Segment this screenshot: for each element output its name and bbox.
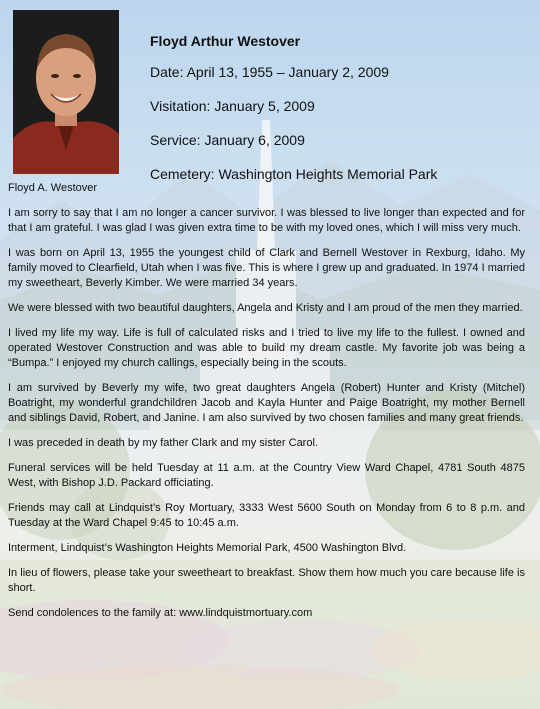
cemetery-name: Cemetery: Washington Heights Memorial Park bbox=[150, 166, 438, 182]
paragraph-early-life: I was born on April 13, 1955 the youngest child of Clark and Bernell Westover in Rexburg, Idaho. My family moved to Clearfield, Utah when I was five. This is where I grew up and graduated. In 1974 I married my sweetheart, Beverly Kimber. We were married 34 years. bbox=[8, 247, 525, 289]
life-dates: Date: April 13, 1955 – January 2, 2009 bbox=[150, 64, 389, 80]
paragraph-viewing: Friends may call at Lindquist’s Roy Mortuary, 3333 West 5600 South on Monday from 6 to 8 p.m. and Tuesday at the Ward Chapel 9:45 to 10:45 a.m. bbox=[8, 502, 525, 529]
paragraph-funeral: Funeral services will be held Tuesday at 11 a.m. at the Country View Ward Chapel, 4781 South 4875 West, with Bishop J.D. Packard officiating. bbox=[8, 462, 525, 489]
service-date: Service: January 6, 2009 bbox=[150, 132, 305, 148]
paragraph-survived-by: I am survived by Beverly my wife, two great daughters Angela (Robert) Hunter and Kristy (Mitchel) Boatright, my wonderful grandchildren Jacob and Kayla Hunter and Paige Boatright, my mother Bernell and siblings David, Robert, and Janine. I am also survived by two chosen families and many great friends. bbox=[8, 382, 525, 424]
deceased-name: Floyd Arthur Westover bbox=[150, 33, 301, 49]
paragraph-life: I lived my life my way. Life is full of calculated risks and I tried to live my life to the fullest. I owned and operated Westover Construction and was able to build my dream castle. My favorite job was being a “Bumpa.” I enjoyed my church callings, especially being in the scouts. bbox=[8, 327, 525, 369]
condolences-link[interactable]: Send condolences to the family at: www.lindquistmortuary.com bbox=[8, 607, 313, 619]
paragraph-preceded: I was preceded in death by my father Clark and my sister Carol. bbox=[8, 437, 318, 449]
paragraph-daughters: We were blessed with two beautiful daughters, Angela and Kristy and I am proud of the men they married. bbox=[8, 302, 523, 314]
obituary-body bbox=[8, 181, 525, 631]
salutation: Floyd A. Westover bbox=[8, 182, 98, 194]
portrait-photo bbox=[13, 10, 119, 174]
visitation-date: Visitation: January 5, 2009 bbox=[150, 98, 315, 114]
paragraph-interment: Interment, Lindquist’s Washington Heights Memorial Park, 4500 Washington Blvd. bbox=[8, 542, 407, 554]
paragraph-in-lieu: In lieu of flowers, please take your sweetheart to breakfast. Show them how much you care because life is short. bbox=[8, 567, 525, 594]
obituary-header bbox=[150, 33, 535, 182]
paragraph-survivor: I am sorry to say that I am no longer a cancer survivor. I was blessed to live longer than expected and for that I am grateful. I was glad I was given extra time to be with my loved ones, which I will miss very much. bbox=[8, 207, 525, 234]
